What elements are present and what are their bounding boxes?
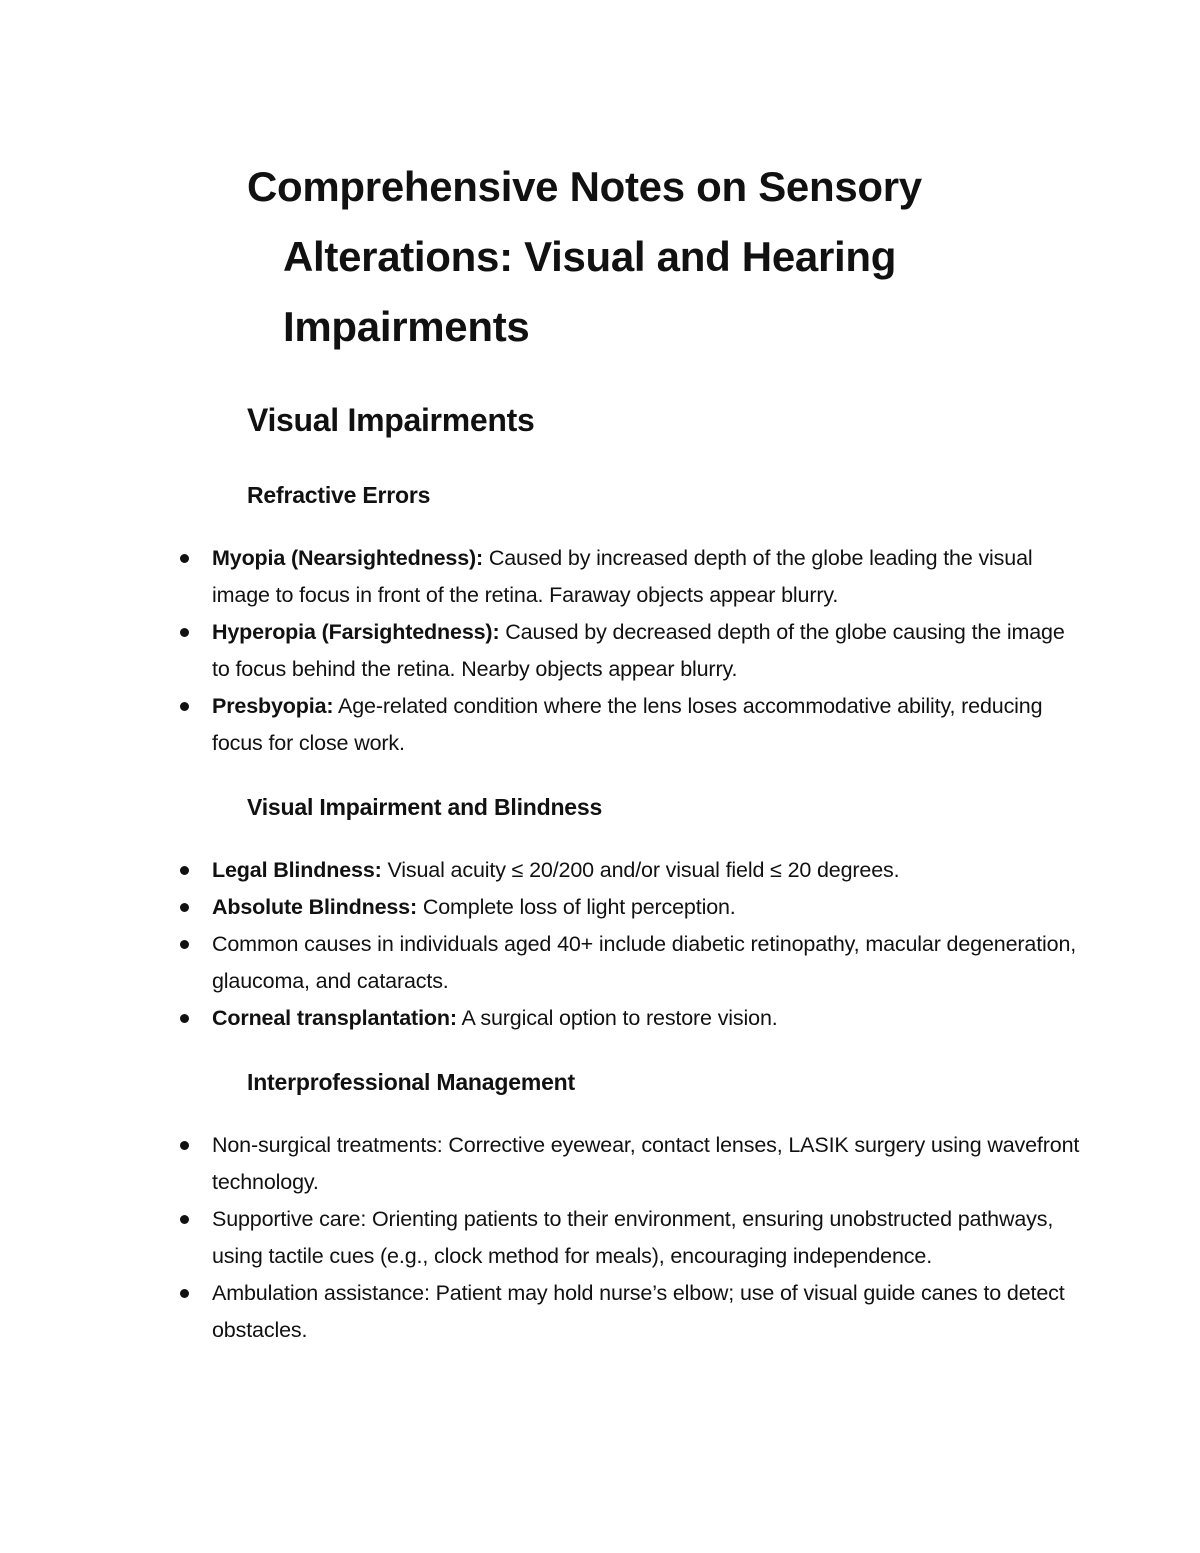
item-term: Absolute Blindness: (212, 895, 418, 919)
blindness-list (180, 852, 1080, 1037)
item-text: Non-surgical treatments: Corrective eyewear, contact lenses, LASIK surgery using wavefront technology. (212, 1133, 1080, 1194)
bullet-icon (180, 866, 189, 875)
item-term: Legal Blindness: (212, 858, 382, 882)
list-item (180, 1275, 1080, 1349)
list-item (180, 852, 1080, 889)
list-item (180, 540, 1080, 614)
bullet-icon (180, 903, 189, 912)
item-term: Hyperopia (Farsightedness): (212, 620, 500, 644)
bullet-icon (180, 1289, 189, 1298)
item-text: Supportive care: Orienting patients to their environment, ensuring unobstructed pathways, using tactile cues (e.g., clock method for meals), encouraging independence. (212, 1207, 1054, 1268)
item-text: Caused by increased depth of the globe leading the visual image to focus in front of the retina. Faraway objects appear blurry. (212, 546, 1033, 607)
bullet-icon (180, 1215, 189, 1224)
bullet-icon (180, 1141, 189, 1150)
item-text: Age-related condition where the lens loses accommodative ability, reducing focus for close work. (212, 694, 1043, 755)
bullet-icon (180, 554, 189, 563)
list-item (180, 688, 1080, 762)
list-item (180, 926, 1080, 1000)
list-item (180, 1127, 1080, 1201)
bullet-icon (180, 1014, 189, 1023)
item-text: A surgical option to restore vision. (456, 1006, 778, 1030)
item-term: Corneal transplantation: (212, 1006, 457, 1030)
bullet-icon (180, 702, 189, 711)
item-text: Complete loss of light perception. (417, 895, 736, 919)
list-item (180, 1201, 1080, 1275)
item-term: Presbyopia: (212, 694, 334, 718)
list-item (180, 889, 1080, 926)
list-item (180, 614, 1080, 688)
subsection-heading-refractive-errors: Refractive Errors (247, 482, 431, 508)
item-text: Ambulation assistance: Patient may hold nurse’s elbow; use of visual guide canes to detect obstacles. (212, 1281, 1065, 1342)
management-list (180, 1127, 1080, 1349)
section-heading-visual-impairments: Visual Impairments (247, 402, 535, 438)
bullet-icon (180, 940, 189, 949)
item-text: Caused by decreased depth of the globe causing the image to focus behind the retina. Nearby objects appear blurry. (212, 620, 1065, 681)
item-term: Myopia (Nearsightedness): (212, 546, 484, 570)
subsection-heading-visual-impairment-blindness: Visual Impairment and Blindness (247, 794, 603, 820)
bullet-icon (180, 628, 189, 637)
refractive-errors-list (180, 540, 1080, 762)
page-title: Comprehensive Notes on Sensory Alterations: Visual and Hearing Impairments (247, 163, 922, 350)
subsection-heading-interprofessional-management: Interprofessional Management (247, 1069, 575, 1095)
item-text: Visual acuity ≤ 20/200 and/or visual field ≤ 20 degrees. (381, 858, 900, 882)
list-item (180, 1000, 1080, 1037)
item-text: Common causes in individuals aged 40+ include diabetic retinopathy, macular degeneration, glaucoma, and cataracts. (212, 932, 1077, 993)
